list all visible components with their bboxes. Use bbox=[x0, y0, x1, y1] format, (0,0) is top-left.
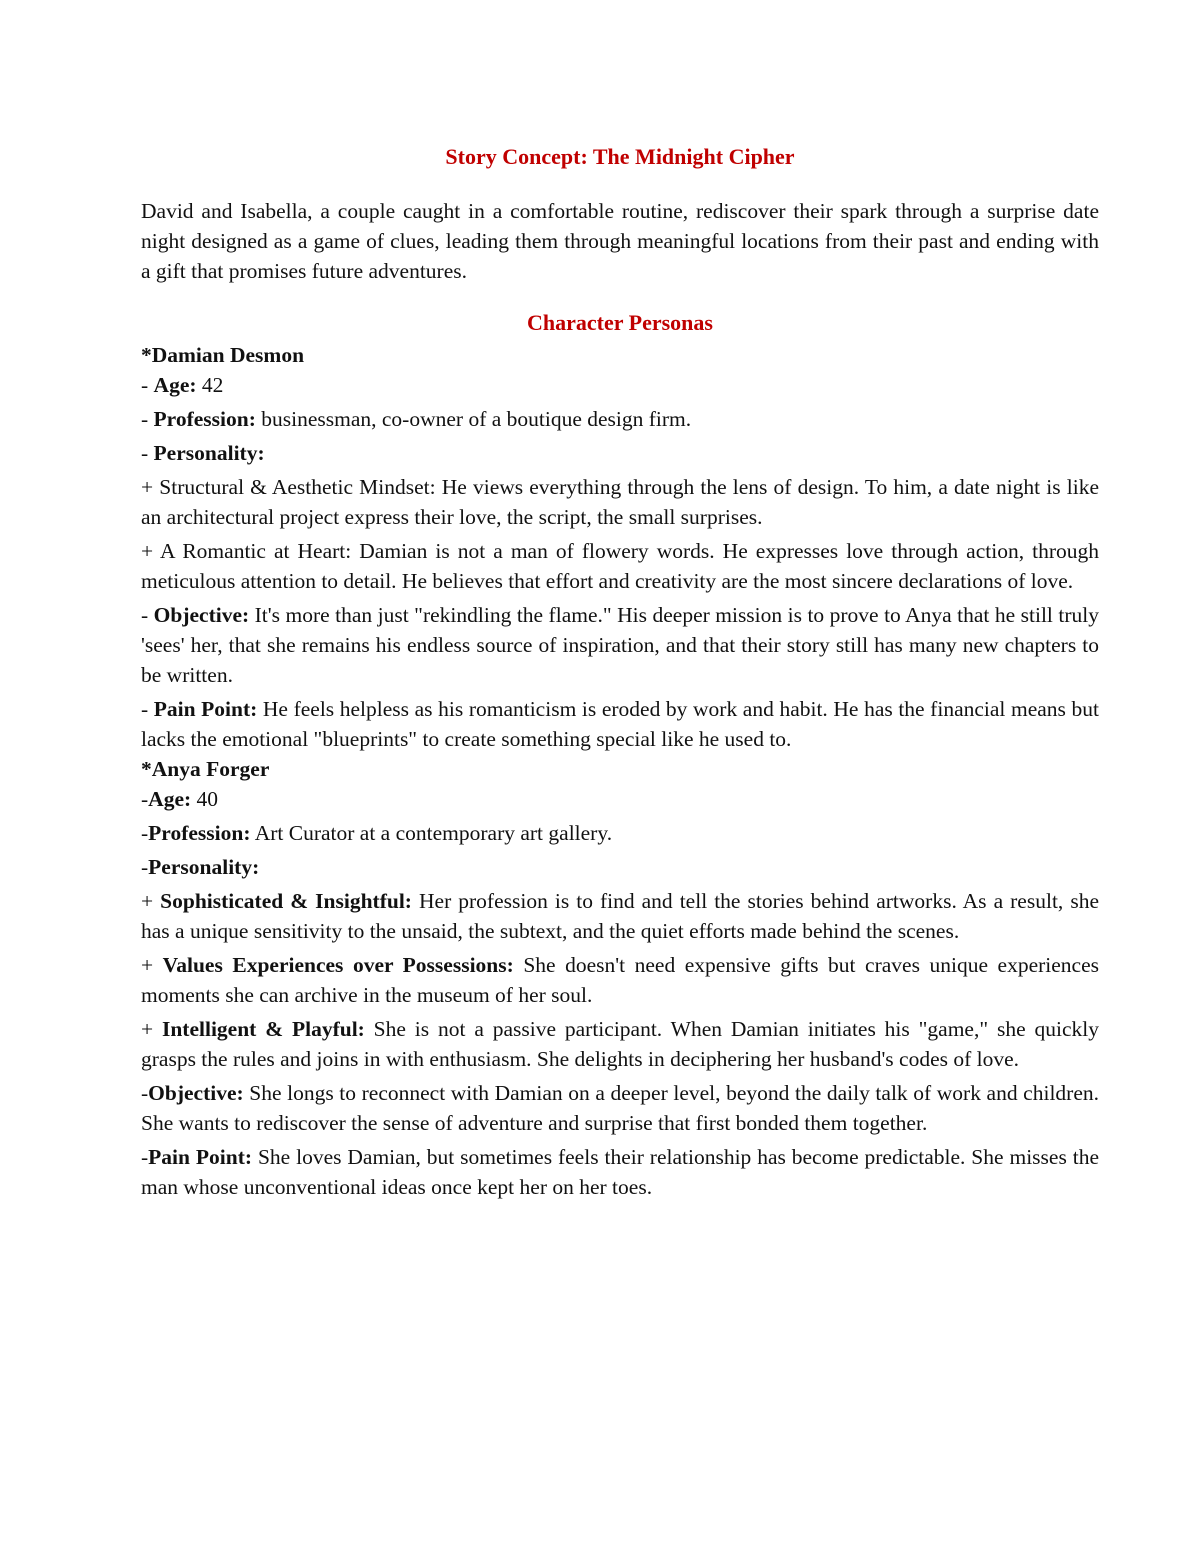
damian-pain-point bbox=[141, 694, 1099, 754]
anya-personality-prefix: - bbox=[141, 855, 149, 879]
document-page bbox=[141, 140, 1099, 1206]
damian-age bbox=[141, 370, 1099, 400]
damian-pain-value: He feels helpless as his romanticism is eroded by work and habit. He has the financial means but lacks the emotional "blueprints" to create something special like he used to. bbox=[141, 697, 1099, 751]
anya-age-value: 40 bbox=[191, 787, 219, 811]
damian-age-prefix: - bbox=[141, 373, 154, 397]
damian-profession bbox=[141, 404, 1099, 434]
anya-trait-sophisticated bbox=[141, 886, 1099, 946]
anya-pain-prefix: - bbox=[141, 1145, 149, 1169]
anya-age-label: Age: bbox=[148, 787, 192, 811]
damian-age-value: 42 bbox=[196, 373, 224, 397]
damian-profession-prefix: - bbox=[141, 407, 154, 431]
anya-trait1-label: Sophisticated & Insightful: bbox=[160, 889, 412, 913]
story-summary: David and Isabella, a couple caught in a comfortable routine, rediscover their spark through a surprise date night designed as a game of clues, leading them through meaningful locations from their past and ending with a gift that promises future adventures. bbox=[141, 199, 1099, 283]
damian-objective-label: Objective: bbox=[153, 603, 250, 627]
character-name-damian: *Damian Desmon bbox=[141, 343, 305, 367]
anya-profession-label: Profession: bbox=[148, 821, 251, 845]
anya-trait2-value: She doesn't need expensive gifts but craves unique experiences moments she can archive in the museum of her soul. bbox=[141, 953, 1099, 1007]
anya-age bbox=[141, 784, 1099, 814]
anya-objective-label: Objective: bbox=[148, 1081, 244, 1105]
damian-personality-prefix: - bbox=[141, 441, 154, 465]
anya-profession-prefix: - bbox=[141, 821, 149, 845]
anya-profession bbox=[141, 818, 1099, 848]
anya-age-prefix: - bbox=[141, 787, 149, 811]
anya-trait1-prefix: + bbox=[141, 889, 161, 913]
anya-trait1-value: Her profession is to find and tell the stories behind artworks. As a result, she has a unique sensitivity to the unsaid, the subtext, and the quiet efforts made behind the scenes. bbox=[141, 889, 1099, 943]
damian-personality bbox=[141, 438, 1099, 468]
damian-objective-prefix: - bbox=[141, 603, 154, 627]
damian-age-label: Age: bbox=[153, 373, 197, 397]
anya-trait3-prefix: + bbox=[141, 1017, 162, 1041]
anya-objective-prefix: - bbox=[141, 1081, 149, 1105]
anya-trait-values-experiences bbox=[141, 950, 1099, 1010]
section-title-character-personas: Character Personas bbox=[527, 310, 713, 335]
anya-trait2-prefix: + bbox=[141, 953, 163, 977]
anya-personality-label: Personality: bbox=[148, 855, 260, 879]
anya-personality bbox=[141, 852, 1099, 882]
character-name-anya: *Anya Forger bbox=[141, 757, 270, 781]
damian-profession-label: Profession: bbox=[153, 407, 256, 431]
anya-objective bbox=[141, 1078, 1099, 1138]
damian-pain-label: Pain Point: bbox=[153, 697, 258, 721]
anya-trait3-value: She is not a passive participant. When Damian initiates his "game," she quickly grasps the rules and joins in with enthusiasm. She delights in deciphering her husband's codes of love. bbox=[141, 1017, 1099, 1071]
anya-pain-value: She loves Damian, but sometimes feels their relationship has become predictable. She misses the man whose unconventional ideas once kept her on her toes. bbox=[141, 1145, 1099, 1199]
anya-trait2-label: Values Experiences over Possessions: bbox=[162, 953, 514, 977]
damian-trait-romantic: + A Romantic at Heart: Damian is not a man of flowery words. He expresses love through action, through meticulous attention to detail. He believes that effort and creativity are the most sincere declarations of love. bbox=[141, 539, 1099, 593]
damian-trait-structural: + Structural & Aesthetic Mindset: He views everything through the lens of design. To him, a date night is like an architectural project express their love, the script, the small surprises. bbox=[141, 475, 1099, 529]
damian-personality-label: Personality: bbox=[153, 441, 265, 465]
anya-profession-value: Art Curator at a contemporary art gallery. bbox=[250, 821, 613, 845]
story-title: Story Concept: The Midnight Cipher bbox=[445, 144, 795, 169]
anya-trait-intelligent bbox=[141, 1014, 1099, 1074]
anya-objective-value: She longs to reconnect with Damian on a deeper level, beyond the daily talk of work and children. She wants to rediscover the sense of adventure and surprise that first bonded them together. bbox=[141, 1081, 1099, 1135]
damian-pain-prefix: - bbox=[141, 697, 154, 721]
damian-profession-value: businessman, co-owner of a boutique design firm. bbox=[255, 407, 692, 431]
anya-pain-point bbox=[141, 1142, 1099, 1202]
damian-objective bbox=[141, 600, 1099, 690]
anya-trait3-label: Intelligent & Playful: bbox=[161, 1017, 365, 1041]
anya-pain-label: Pain Point: bbox=[148, 1145, 253, 1169]
damian-objective-value: It's more than just "rekindling the flame." His deeper mission is to prove to Anya that he still truly 'sees' her, that she remains his endless source of inspiration, and that their story still has many new chapters to be written. bbox=[141, 603, 1099, 687]
